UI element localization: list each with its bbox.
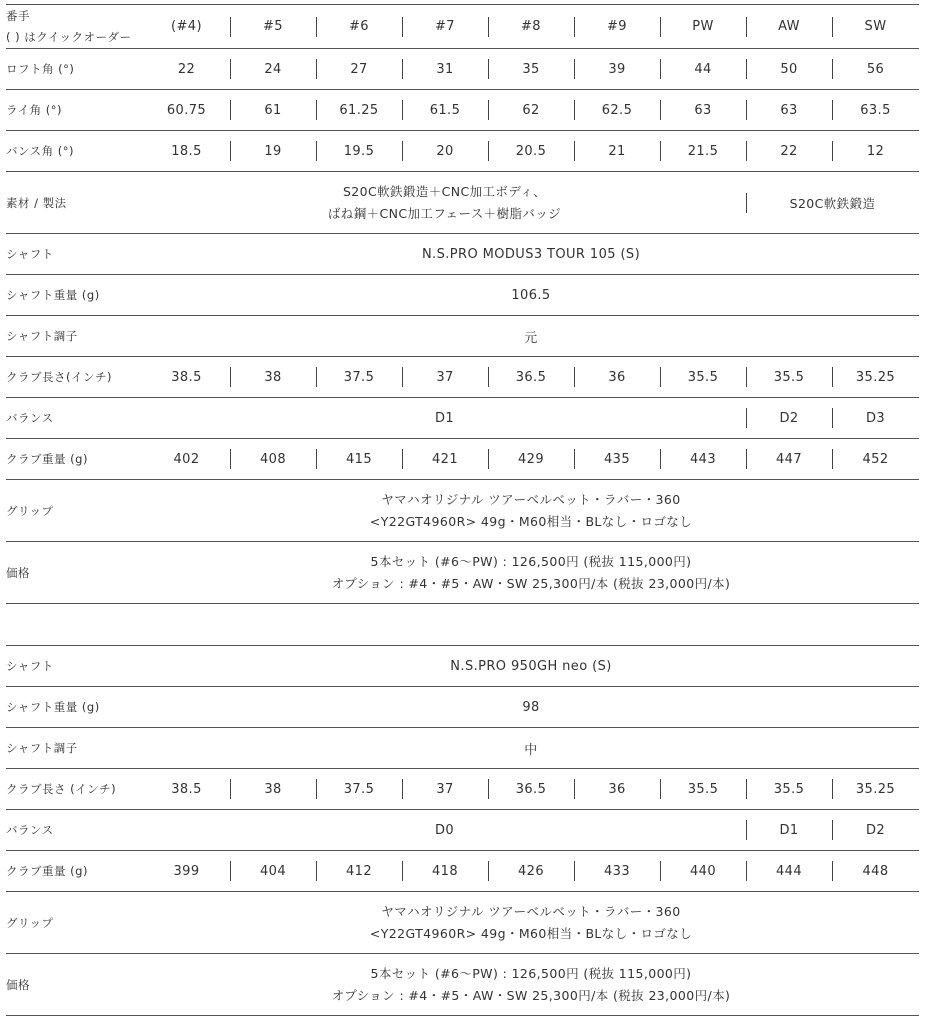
col-header-sw: SW (864, 19, 887, 34)
row-label-balance: バランス (6, 823, 54, 837)
table-row-material (6, 172, 919, 234)
balance-main: D0 (434, 822, 455, 838)
balance-aw: D1 (779, 822, 799, 838)
table-cell: 20.5 (515, 143, 547, 159)
row-label-balance: バランス (6, 411, 54, 425)
balance-sw: D2 (865, 822, 886, 838)
row-label-shaft-weight: シャフト重量 (g) (6, 700, 100, 714)
spec-table-modus (6, 4, 919, 604)
shaft-name: N.S.PRO 950GH neo (S) (450, 658, 612, 674)
col-header-4: (#4) (171, 19, 202, 34)
grip-value (143, 480, 919, 541)
row-label-number-line1: 番手 (6, 8, 30, 23)
price-line2: オプション : #4・#5・AW・SW 25,300円/本 (税抜 23,000円/本) (331, 987, 731, 1003)
table-cell: 452 (862, 451, 889, 467)
row-label-club-length: クラブ長さ(インチ) (6, 370, 112, 384)
balance-main: D1 (434, 410, 455, 426)
table-cell: 62 (522, 102, 540, 118)
grip-line1: ヤマハオリジナル ツアーベルベット・ラバー・360 (381, 491, 681, 507)
table-cell: 21 (608, 143, 626, 159)
material-wedge-cell: S20C軟鉄鍛造 (789, 195, 876, 211)
table-cell: 50 (780, 61, 798, 77)
table-row-club-weight (6, 439, 919, 480)
table-cell: 443 (689, 451, 716, 467)
table-cell: 36 (608, 369, 626, 385)
col-header-6: #6 (349, 19, 369, 34)
col-header-8: #8 (521, 19, 541, 34)
shaft-name: N.S.PRO MODUS3 TOUR 105 (S) (421, 246, 641, 262)
table-cell: 35.25 (855, 369, 896, 385)
table-row-club-weight (6, 851, 919, 892)
table-cell: 63.5 (860, 102, 891, 118)
table-row-shaft (6, 234, 919, 275)
table-cell: 35.5 (773, 781, 805, 797)
row-label-shaft-weight: シャフト重量 (g) (6, 288, 100, 302)
table-row-lie (6, 90, 919, 131)
table-row-price (6, 954, 919, 1016)
table-cell: 27 (350, 61, 368, 77)
table-cell: 36.5 (515, 369, 547, 385)
table-row-shaft-weight (6, 275, 919, 316)
row-label-number-line2: ( ) はクイックオーダー (6, 29, 132, 44)
table-cell: 44 (694, 61, 712, 77)
row-label-shaft-kick: シャフト調子 (6, 741, 78, 755)
row-label-shaft-kick: シャフト調子 (6, 329, 78, 343)
price-value (143, 542, 919, 603)
row-label-lie: ライ角 (°) (6, 103, 63, 117)
table-cell: 408 (259, 451, 286, 467)
table-cell: 447 (775, 451, 802, 467)
row-label-grip: グリップ (6, 503, 54, 518)
table-cell: 62.5 (601, 102, 633, 118)
table-cell: 61.25 (339, 102, 379, 118)
table-cell: 429 (517, 451, 544, 467)
col-header-5: #5 (263, 19, 283, 34)
table-row-shaft-kick (6, 728, 919, 769)
table-cell: 60.75 (166, 102, 207, 118)
grip-line2: <Y22GT4960R> 49g・M60相当・BLなし・ロゴなし (369, 925, 693, 941)
grip-value (143, 892, 919, 953)
table-cell: 435 (603, 451, 630, 467)
row-label-club-length: クラブ長さ (インチ) (6, 782, 117, 796)
table-cell: 19.5 (343, 143, 375, 159)
table-cell: 37 (436, 369, 454, 385)
table-cell: 418 (431, 863, 458, 879)
col-header-pw: PW (692, 19, 714, 34)
row-label-shaft: シャフト (6, 247, 54, 261)
row-label-club-weight: クラブ重量 (g) (6, 452, 88, 466)
table-cell: 12 (866, 143, 885, 159)
table-row-bounce (6, 131, 919, 172)
table-cell: 37.5 (343, 781, 375, 797)
table-cell: 399 (173, 863, 200, 879)
row-label-price: 価格 (6, 977, 30, 992)
table-cell: 56 (866, 61, 885, 77)
table-cell: 433 (603, 863, 630, 879)
row-label-material: 素材 / 製法 (6, 195, 67, 210)
price-line1: 5本セット (#6〜PW) : 126,500円 (税抜 115,000円) (370, 965, 692, 981)
grip-line1: ヤマハオリジナル ツアーベルベット・ラバー・360 (381, 903, 681, 919)
table-row-loft (6, 49, 919, 90)
table-row-balance (6, 810, 919, 851)
table-cell: 37.5 (343, 369, 375, 385)
balance-aw: D2 (779, 410, 799, 426)
table-cell: 19 (264, 143, 282, 159)
table-cell: 61 (264, 102, 282, 118)
table-row-shaft (6, 646, 919, 687)
table-cell: 18.5 (171, 143, 202, 159)
row-label-price: 価格 (6, 565, 30, 580)
table-row-club-length (6, 769, 919, 810)
table-cell: 63 (694, 102, 712, 118)
material-main-line1: S20C軟鉄鍛造＋CNC加工ボディ、 (342, 183, 547, 199)
table-cell: 35.5 (773, 369, 805, 385)
table-cell: 61.5 (429, 102, 461, 118)
material-main-cell (143, 172, 746, 233)
table-cell: 22 (177, 61, 196, 77)
table-cell: 440 (689, 863, 716, 879)
shaft-kick-value: 元 (524, 330, 538, 346)
table-cell: 20 (436, 143, 454, 159)
table-row-price (6, 542, 919, 604)
shaft-kick-value: 中 (524, 742, 538, 758)
row-label-club-weight: クラブ重量 (g) (6, 864, 88, 878)
balance-sw: D3 (865, 410, 886, 426)
table-cell: 38.5 (171, 781, 202, 797)
price-value (143, 954, 919, 1015)
row-label-shaft: シャフト (6, 659, 54, 673)
col-header-7: #7 (435, 19, 455, 34)
table-cell: 22 (780, 143, 798, 159)
col-header-9: #9 (607, 19, 627, 34)
table-cell: 421 (431, 451, 458, 467)
grip-line2: <Y22GT4960R> 49g・M60相当・BLなし・ロゴなし (369, 513, 693, 529)
material-main-line2: ばね鋼＋CNC加工フェース＋樹脂バッジ (327, 205, 562, 221)
table-cell: 35 (522, 61, 540, 77)
table-cell: 63 (780, 102, 798, 118)
row-label-bounce: バンス角 (°) (6, 144, 75, 158)
row-label-number (6, 5, 131, 48)
spec-table-950gh (6, 645, 919, 1016)
table-row-shaft-weight (6, 687, 919, 728)
table-cell: 448 (862, 863, 889, 879)
table-cell: 444 (775, 863, 802, 879)
table-row-balance (6, 398, 919, 439)
table-row-club-length (6, 357, 919, 398)
shaft-weight-value: 98 (522, 699, 540, 715)
table-cell: 36.5 (515, 781, 547, 797)
table-cell: 35.5 (687, 781, 719, 797)
table-cell: 412 (345, 863, 372, 879)
table-row-shaft-kick (6, 316, 919, 357)
table-cell: 402 (173, 451, 200, 467)
table-cell: 24 (264, 61, 282, 77)
table-cell: 415 (345, 451, 372, 467)
table-cell: 38.5 (171, 369, 202, 385)
price-line2: オプション : #4・#5・AW・SW 25,300円/本 (税抜 23,000円/本) (331, 575, 731, 591)
table-cell: 37 (436, 781, 454, 797)
shaft-weight-value: 106.5 (511, 287, 551, 303)
table-cell: 38 (264, 781, 282, 797)
table-cell: 36 (608, 781, 626, 797)
table-cell: 426 (517, 863, 544, 879)
row-label-loft: ロフト角 (°) (6, 62, 75, 76)
table-cell: 35.25 (855, 781, 896, 797)
table-row-grip (6, 892, 919, 954)
price-line1: 5本セット (#6〜PW) : 126,500円 (税抜 115,000円) (370, 553, 692, 569)
table-row-number (6, 5, 919, 49)
table-cell: 38 (264, 369, 282, 385)
row-label-grip: グリップ (6, 915, 54, 930)
table-row-grip (6, 480, 919, 542)
table-cell: 404 (259, 863, 286, 879)
table-cell: 31 (436, 61, 454, 77)
col-header-aw: AW (778, 19, 800, 34)
table-cell: 35.5 (687, 369, 719, 385)
table-cell: 21.5 (687, 143, 719, 159)
table-cell: 39 (608, 61, 626, 77)
